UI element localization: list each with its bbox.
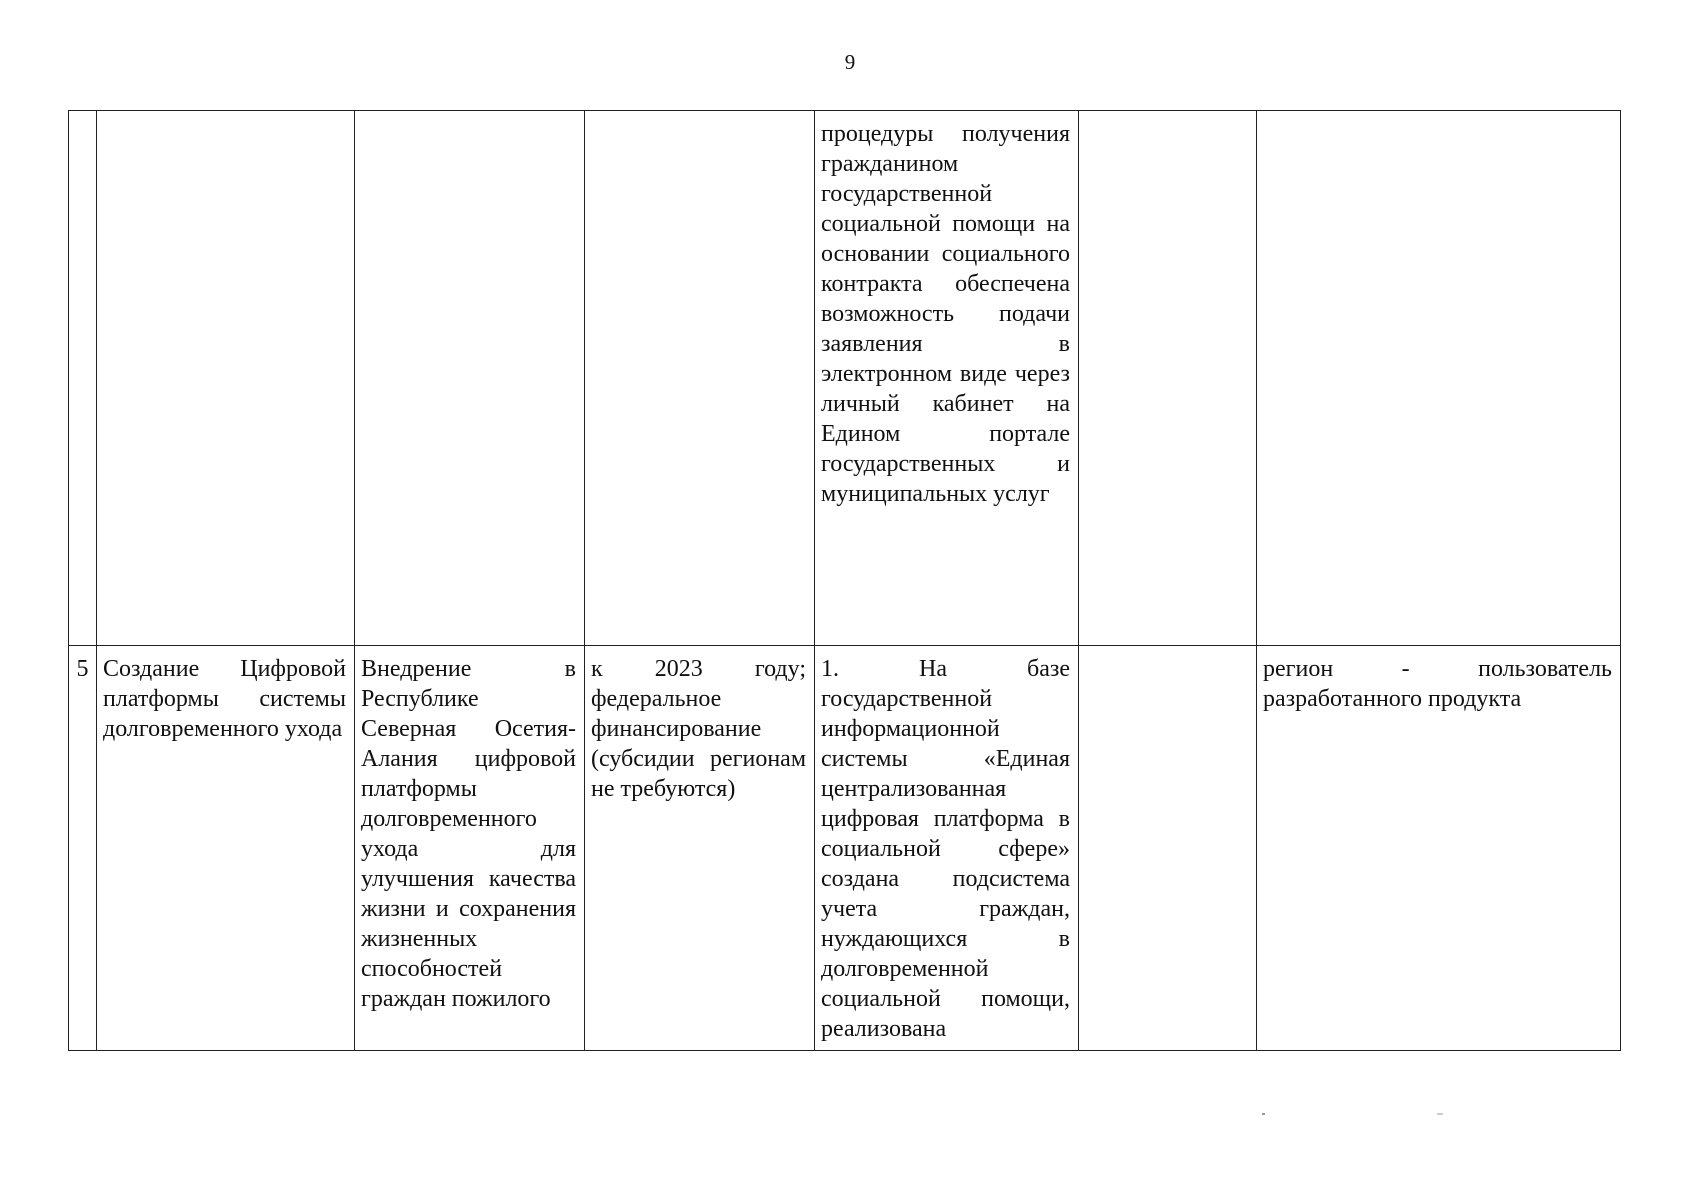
cell-deadline: к 2023 году; федеральное финансирование (субсидии регионам не требуются)	[585, 646, 815, 1051]
cell-number	[69, 111, 97, 646]
cell-column-6	[1079, 111, 1257, 646]
cell-column-6	[1079, 646, 1257, 1051]
table-row-continuation	[69, 111, 1621, 646]
table-row-5	[69, 646, 1621, 1051]
cell-result: 1. На базе государственной информационной системы «Единая централизованная цифровая платформа в социальной сфере» создана подсистема учета граждан, нуждающихся в долговременной социальной помощи, реализована	[815, 646, 1079, 1051]
cell-number: 5	[69, 646, 97, 1051]
cell-deadline	[585, 111, 815, 646]
scan-speck	[1262, 1113, 1265, 1115]
measures-table	[68, 110, 1621, 1051]
cell-result: процедуры получения гражданином государственной социальной помощи на основании социального контракта обеспечена возможность подачи заявления в электронном виде через личный кабинет на Едином портале государственных и муниципальных услуг	[815, 111, 1079, 646]
cell-name	[97, 111, 355, 646]
cell-description: Внедрение в Республике Северная Осетия-Алания цифровой платформы долговременного ухода для улучшения качества жизни и сохранения жизненных способностей граждан пожилого	[355, 646, 585, 1051]
cell-column-7	[1257, 111, 1621, 646]
cell-column-7: регион - пользователь разработанного продукта	[1257, 646, 1621, 1051]
scan-speck	[1437, 1113, 1443, 1115]
cell-description	[355, 111, 585, 646]
page-number: 9	[844, 50, 856, 74]
cell-name: Создание Цифровой платформы системы долговременного ухода	[97, 646, 355, 1051]
